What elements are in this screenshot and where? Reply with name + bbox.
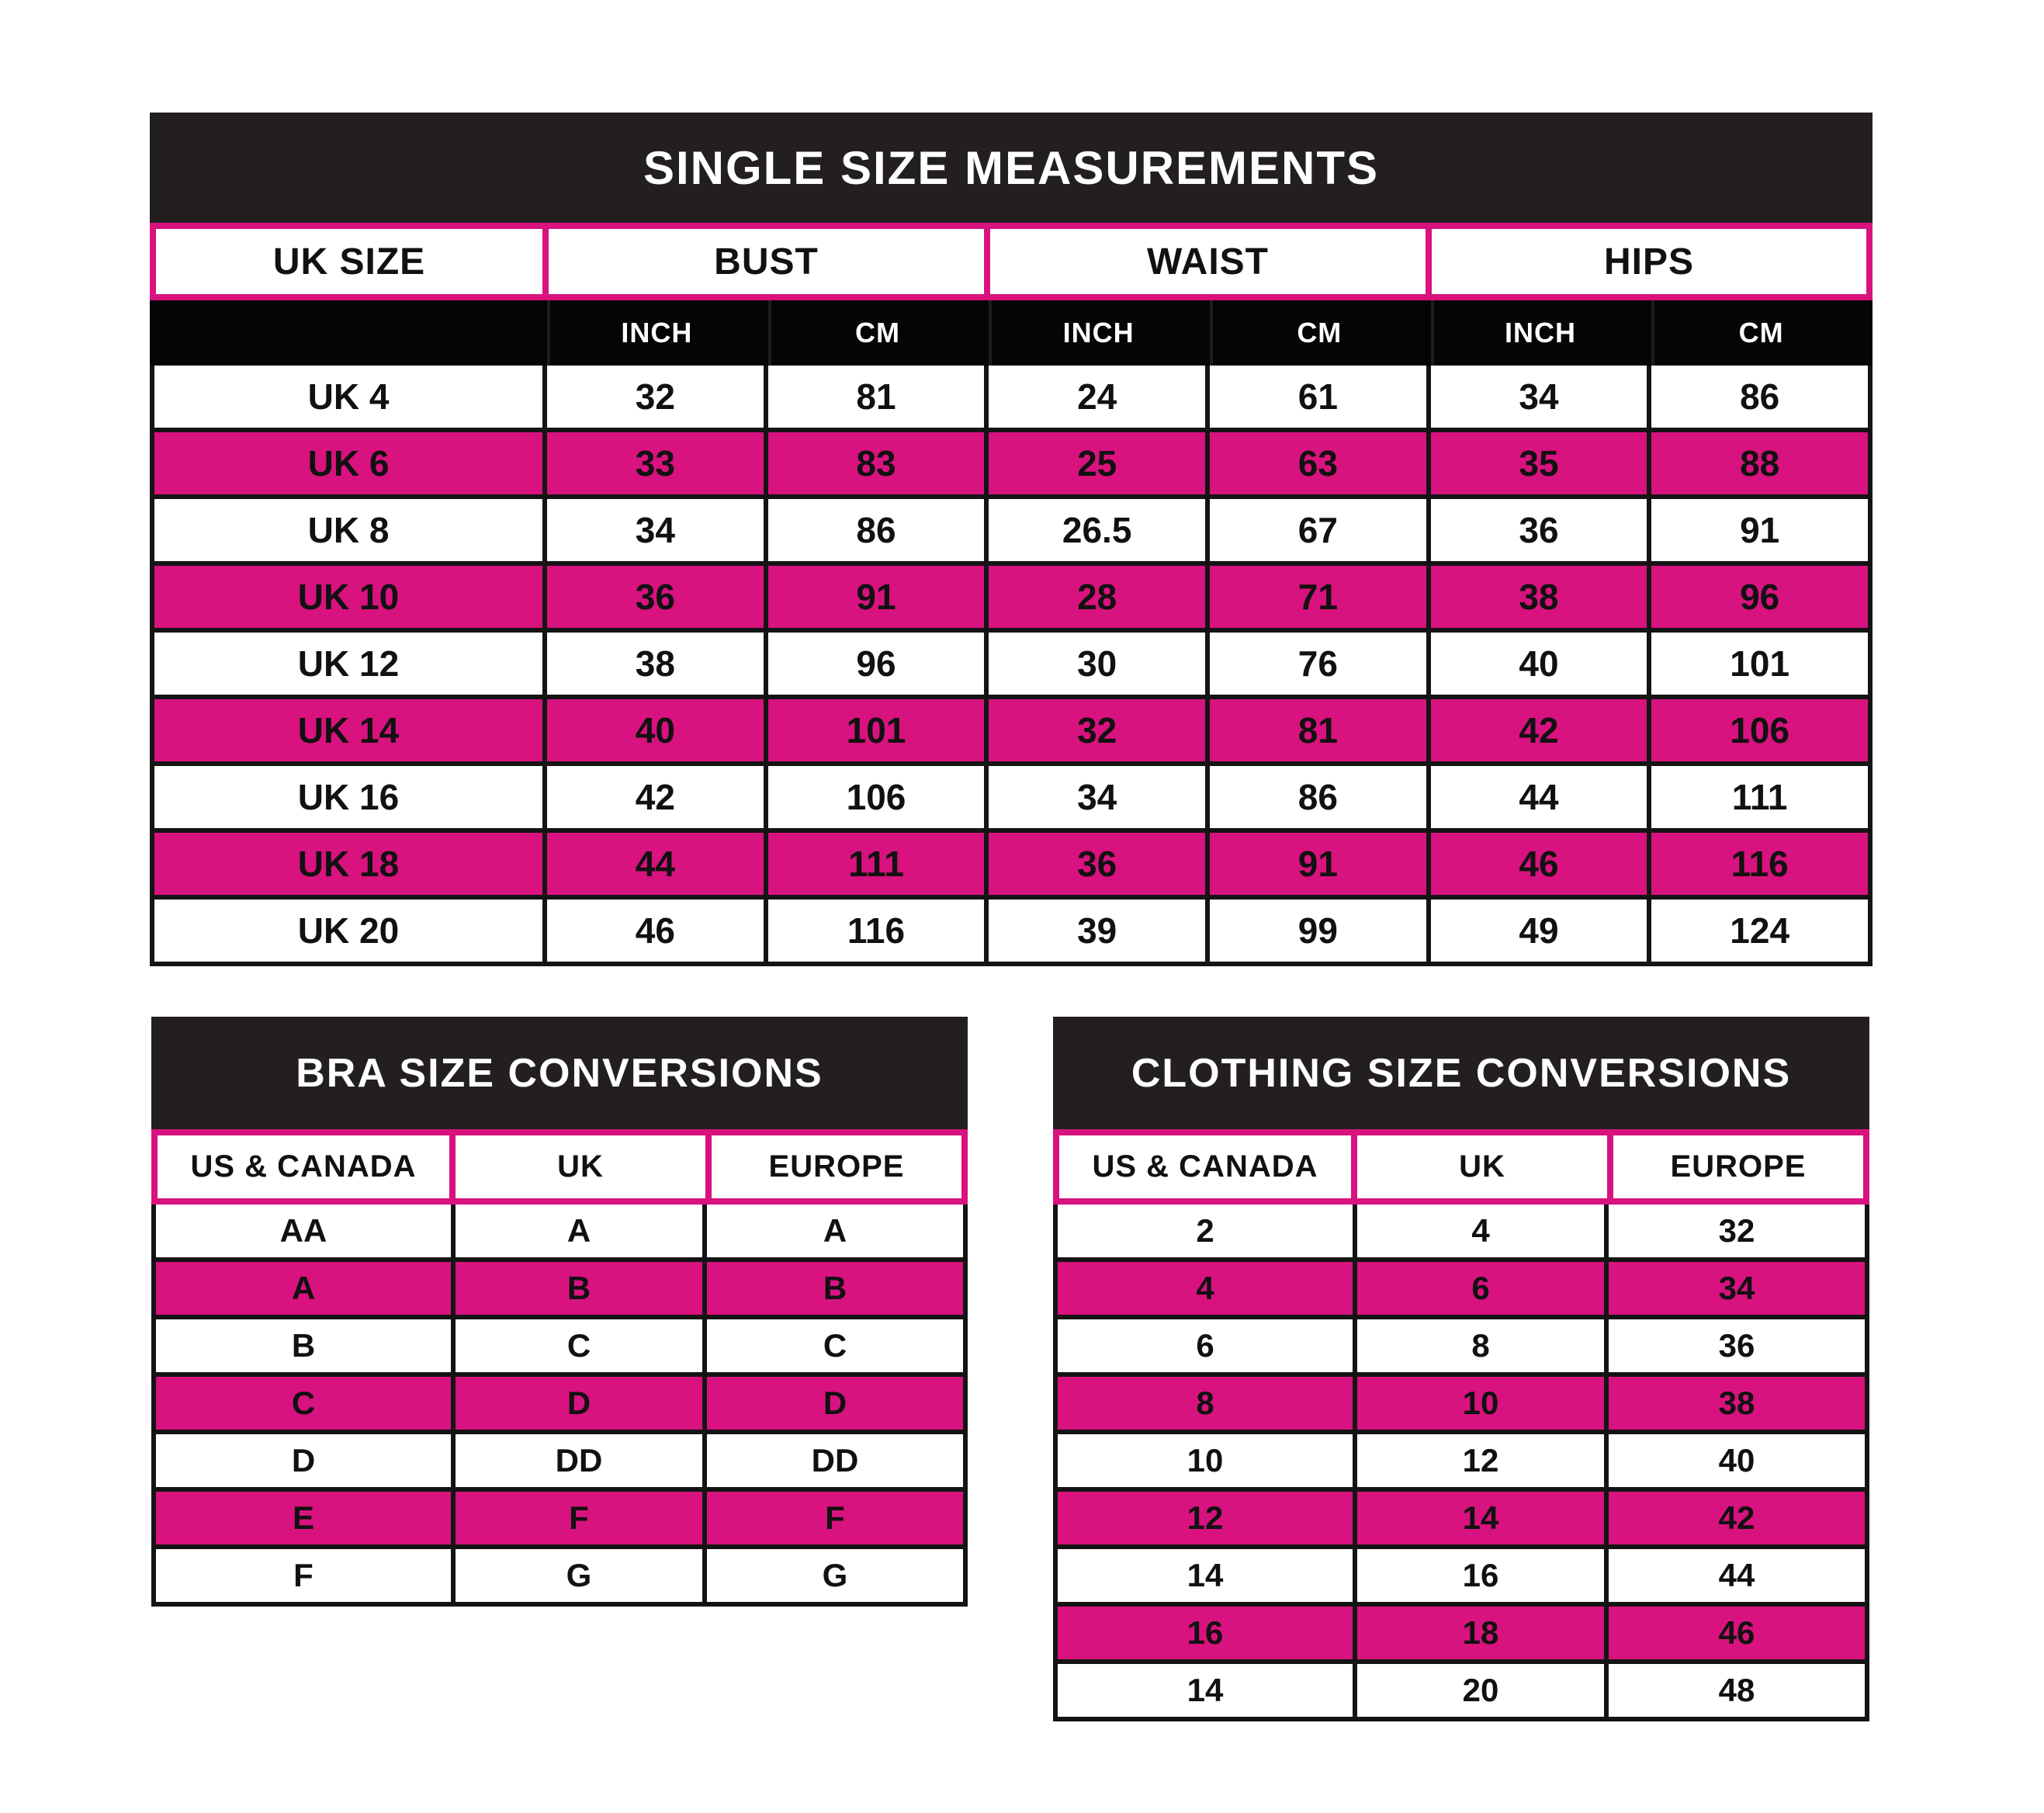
clothing-column-header-europe: EUROPE — [1613, 1135, 1863, 1198]
bra_table-row-3-cell-0: C — [156, 1377, 451, 1430]
clothing-size-conversions-table — [1053, 1017, 1869, 1721]
bra_table-row-4-cell-1: DD — [456, 1434, 702, 1487]
bra_table-row-6-cell-2: G — [707, 1549, 963, 1602]
clothing_table-row-2-cell-2: 36 — [1609, 1319, 1865, 1372]
main_table-row-8-cell-4: 49 — [1431, 900, 1647, 962]
bra-size-conversions-table — [151, 1017, 968, 1607]
bra_table-row-3-cell-2: D — [707, 1377, 963, 1430]
column-header-uk-size: UK SIZE — [156, 229, 542, 294]
main_table-row-3-cell-0: 36 — [547, 566, 764, 628]
unit-header-hips-cm: CM — [1651, 300, 1868, 366]
clothing-table-body — [1053, 1205, 1869, 1721]
bra_table-row-2-cell-2: C — [707, 1319, 963, 1372]
clothing_table-row-0-cell-1: 4 — [1357, 1205, 1604, 1257]
main_table-row-4-cell-0: 38 — [547, 633, 764, 695]
clothing_table-row-6-cell-0: 14 — [1058, 1549, 1353, 1602]
main_table-row-4-cell-4: 40 — [1431, 633, 1647, 695]
main_table-row-8-cell-5: 124 — [1651, 900, 1868, 962]
bra_table-row-6-cell-1: G — [456, 1549, 702, 1602]
main_table-row-5-cell-5: 106 — [1651, 699, 1868, 761]
main_table-row-7-cell-1: 111 — [768, 833, 985, 895]
bra_table-row-0-cell-2: A — [707, 1205, 963, 1257]
main_table-row-7-cell-3: 91 — [1210, 833, 1426, 895]
main-table-title: SINGLE SIZE MEASUREMENTS — [150, 113, 1873, 223]
column-header-bust: BUST — [549, 229, 984, 294]
main-table-body — [150, 366, 1873, 966]
clothing_table-row-6-cell-2: 44 — [1609, 1549, 1865, 1602]
main_table-row-0-cell-1: 81 — [768, 366, 985, 428]
clothing_table-row-8-cell-2: 48 — [1609, 1664, 1865, 1717]
main_table-row-2-cell-4: 36 — [1431, 499, 1647, 561]
column-header-hips: HIPS — [1432, 229, 1866, 294]
main_table-row-6-cell-3: 86 — [1210, 766, 1426, 828]
main_table-row-2-cell-1: 86 — [768, 499, 985, 561]
main_table-row-7-cell-5: 116 — [1651, 833, 1868, 895]
main_table-row-5-cell-4: 42 — [1431, 699, 1647, 761]
main_table-row-1-cell-0: 33 — [547, 432, 764, 494]
bra-table-header-row — [151, 1129, 968, 1205]
bra_table-row-0-cell-1: A — [456, 1205, 702, 1257]
main_table-row-3-cell-4: 38 — [1431, 566, 1647, 628]
bra_table-row-1-cell-2: B — [707, 1262, 963, 1315]
main_table-row-4-cell-5: 101 — [1651, 633, 1868, 695]
clothing_table-row-4-cell-1: 12 — [1357, 1434, 1604, 1487]
unit-header-bust-inch: INCH — [547, 300, 764, 366]
bra-column-header-us-canada: US & CANADA — [158, 1135, 449, 1198]
clothing_table-row-0-cell-0: 2 — [1058, 1205, 1353, 1257]
main_table-row-5-cell-1: 101 — [768, 699, 985, 761]
clothing_table-row-2-cell-0: 6 — [1058, 1319, 1353, 1372]
unit-header-waist-cm: CM — [1210, 300, 1426, 366]
main_table-row-2-cell-0: 34 — [547, 499, 764, 561]
main_table-row-7-cell-0: 44 — [547, 833, 764, 895]
main-table-header-row — [150, 223, 1873, 300]
clothing_table-row-1-cell-0: 4 — [1058, 1262, 1353, 1315]
main_table-row-3-cell-1: 91 — [768, 566, 985, 628]
clothing_table-row-2-cell-1: 8 — [1357, 1319, 1604, 1372]
main_table-row-0-cell-5: 86 — [1651, 366, 1868, 428]
bra-table-body — [151, 1205, 968, 1607]
bra-column-header-uk: UK — [456, 1135, 705, 1198]
bra_table-row-4-cell-2: DD — [707, 1434, 963, 1487]
clothing_table-row-1-cell-1: 6 — [1357, 1262, 1604, 1315]
main_table-row-2-size-cell: UK 8 — [154, 499, 542, 561]
main_table-row-1-cell-2: 25 — [989, 432, 1205, 494]
main_table-row-2-cell-3: 67 — [1210, 499, 1426, 561]
main_table-row-8-cell-2: 39 — [989, 900, 1205, 962]
main_table-row-4-cell-2: 30 — [989, 633, 1205, 695]
clothing_table-row-8-cell-1: 20 — [1357, 1664, 1604, 1717]
bra_table-row-2-cell-0: B — [156, 1319, 451, 1372]
clothing_table-row-3-cell-0: 8 — [1058, 1377, 1353, 1430]
main_table-row-2-cell-5: 91 — [1651, 499, 1868, 561]
main-table-units-row — [150, 300, 1873, 366]
main_table-row-6-cell-5: 111 — [1651, 766, 1868, 828]
main_table-row-3-size-cell: UK 10 — [154, 566, 542, 628]
main_table-row-1-cell-5: 88 — [1651, 432, 1868, 494]
main_table-row-1-cell-1: 83 — [768, 432, 985, 494]
clothing-table-header-row — [1053, 1129, 1869, 1205]
clothing_table-row-3-cell-1: 10 — [1357, 1377, 1604, 1430]
main_table-row-6-cell-2: 34 — [989, 766, 1205, 828]
clothing_table-row-7-cell-2: 46 — [1609, 1607, 1865, 1659]
bra_table-row-5-cell-0: E — [156, 1492, 451, 1544]
main_table-row-1-cell-4: 35 — [1431, 432, 1647, 494]
clothing_table-row-3-cell-2: 38 — [1609, 1377, 1865, 1430]
bra_table-row-6-cell-0: F — [156, 1549, 451, 1602]
unit-header-waist-inch: INCH — [989, 300, 1205, 366]
clothing_table-row-4-cell-2: 40 — [1609, 1434, 1865, 1487]
bra_table-row-1-cell-1: B — [456, 1262, 702, 1315]
main_table-row-5-cell-3: 81 — [1210, 699, 1426, 761]
main_table-row-8-cell-0: 46 — [547, 900, 764, 962]
main_table-row-6-cell-4: 44 — [1431, 766, 1647, 828]
main_table-row-8-cell-3: 99 — [1210, 900, 1426, 962]
main_table-row-0-cell-0: 32 — [547, 366, 764, 428]
clothing_table-row-8-cell-0: 14 — [1058, 1664, 1353, 1717]
bra_table-row-5-cell-1: F — [456, 1492, 702, 1544]
bra_table-row-3-cell-1: D — [456, 1377, 702, 1430]
single-size-measurements-table — [150, 113, 1873, 966]
clothing-table-title: CLOTHING SIZE CONVERSIONS — [1053, 1017, 1869, 1129]
clothing_table-row-5-cell-0: 12 — [1058, 1492, 1353, 1544]
main_table-row-6-size-cell: UK 16 — [154, 766, 542, 828]
main_table-row-2-cell-2: 26.5 — [989, 499, 1205, 561]
clothing_table-row-0-cell-2: 32 — [1609, 1205, 1865, 1257]
main_table-row-8-size-cell: UK 20 — [154, 900, 542, 962]
main_table-row-7-size-cell: UK 18 — [154, 833, 542, 895]
bra_table-row-1-cell-0: A — [156, 1262, 451, 1315]
main_table-row-7-cell-4: 46 — [1431, 833, 1647, 895]
clothing_table-row-1-cell-2: 34 — [1609, 1262, 1865, 1315]
main_table-row-1-cell-3: 63 — [1210, 432, 1426, 494]
bra_table-row-5-cell-2: F — [707, 1492, 963, 1544]
main_table-row-5-cell-2: 32 — [989, 699, 1205, 761]
column-header-waist: WAIST — [990, 229, 1426, 294]
main_table-row-6-cell-0: 42 — [547, 766, 764, 828]
main_table-row-0-cell-2: 24 — [989, 366, 1205, 428]
main_table-row-6-cell-1: 106 — [768, 766, 985, 828]
bra_table-row-4-cell-0: D — [156, 1434, 451, 1487]
unit-header-hips-inch: INCH — [1431, 300, 1647, 366]
main_table-row-3-cell-3: 71 — [1210, 566, 1426, 628]
clothing-column-header-us-canada: US & CANADA — [1059, 1135, 1351, 1198]
clothing_table-row-7-cell-0: 16 — [1058, 1607, 1353, 1659]
units-spacer — [154, 300, 542, 366]
clothing_table-row-7-cell-1: 18 — [1357, 1607, 1604, 1659]
bra_table-row-0-cell-0: AA — [156, 1205, 451, 1257]
main_table-row-3-cell-2: 28 — [989, 566, 1205, 628]
main_table-row-0-size-cell: UK 4 — [154, 366, 542, 428]
clothing_table-row-4-cell-0: 10 — [1058, 1434, 1353, 1487]
main_table-row-5-cell-0: 40 — [547, 699, 764, 761]
clothing_table-row-5-cell-1: 14 — [1357, 1492, 1604, 1544]
main_table-row-7-cell-2: 36 — [989, 833, 1205, 895]
main_table-row-4-size-cell: UK 12 — [154, 633, 542, 695]
main_table-row-3-cell-5: 96 — [1651, 566, 1868, 628]
main_table-row-0-cell-4: 34 — [1431, 366, 1647, 428]
unit-header-bust-cm: CM — [768, 300, 985, 366]
main_table-row-0-cell-3: 61 — [1210, 366, 1426, 428]
main_table-row-4-cell-3: 76 — [1210, 633, 1426, 695]
clothing_table-row-6-cell-1: 16 — [1357, 1549, 1604, 1602]
bra-table-title: BRA SIZE CONVERSIONS — [151, 1017, 968, 1129]
clothing-column-header-uk: UK — [1357, 1135, 1607, 1198]
main_table-row-4-cell-1: 96 — [768, 633, 985, 695]
clothing_table-row-5-cell-2: 42 — [1609, 1492, 1865, 1544]
bra-column-header-europe: EUROPE — [712, 1135, 961, 1198]
bra_table-row-2-cell-1: C — [456, 1319, 702, 1372]
main_table-row-5-size-cell: UK 14 — [154, 699, 542, 761]
main_table-row-8-cell-1: 116 — [768, 900, 985, 962]
main_table-row-1-size-cell: UK 6 — [154, 432, 542, 494]
